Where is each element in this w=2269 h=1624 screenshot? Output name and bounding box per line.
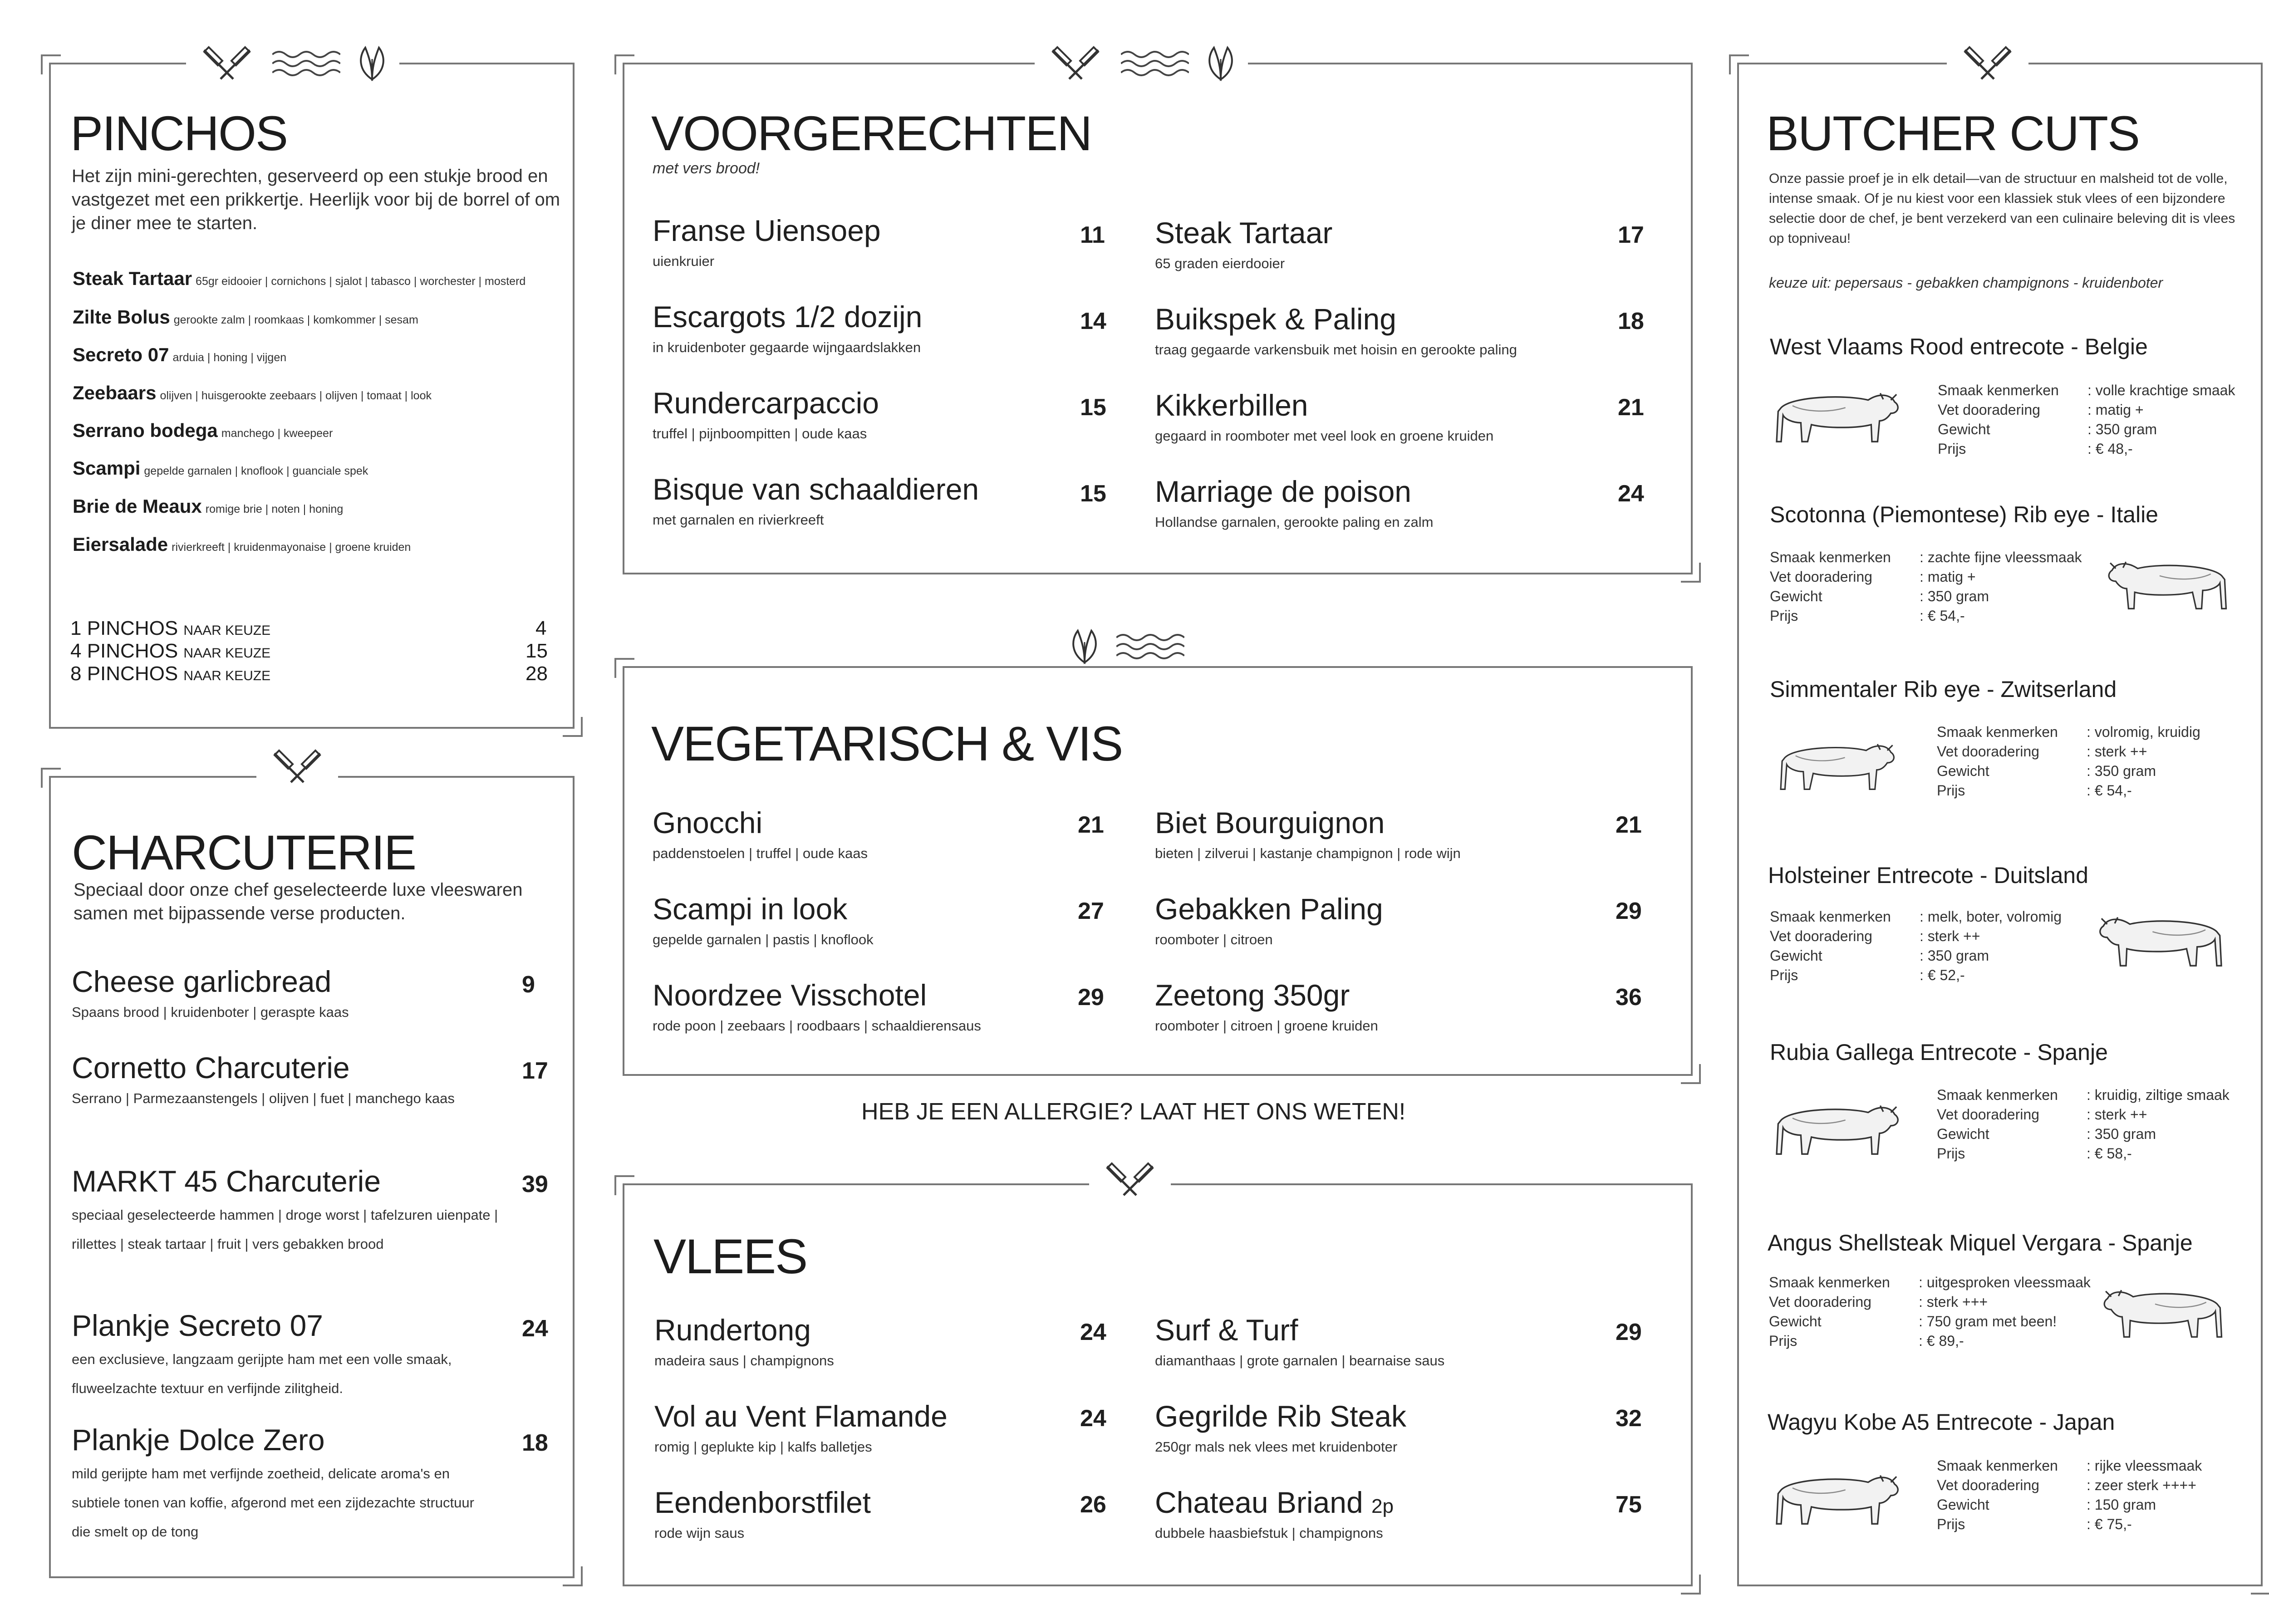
vegetarisch-price: 29 [1078, 984, 1104, 1011]
vlees-title: VLEES [653, 1229, 807, 1284]
pinchos-item: Secreto 07 arduia | honing | vijgen [73, 344, 287, 365]
voorgerechten-title: VOORGERECHTEN [651, 106, 1092, 161]
voorgerecht-item: Escargots 1/2 dozijn in kruidenboter gegaarde wijngaardslakken [653, 300, 923, 355]
cut-specs: Smaak kenmerken : volle krachtige smaak Vet dooradering : matig + Gewicht : 350 gram Prijs : € 48,- [1938, 382, 2235, 457]
butcher-ornament [1947, 45, 2028, 82]
voorgerecht-price: 15 [1080, 394, 1106, 421]
vegetarisch-price: 21 [1078, 812, 1104, 838]
cow-icon [1770, 1452, 1906, 1543]
cow-icon [1770, 377, 1906, 454]
cow-icon [2092, 896, 2228, 982]
pinchos-item: Zeebaars olijven | huisgerookte zeebaars | olijven | tomaat | look [73, 382, 432, 403]
voorgerecht-item: Rundercarpaccio truffel | pijnboompitten | oude kaas [653, 386, 879, 442]
cut-title: Scotonna (Piemontese) Rib eye - Italie [1770, 502, 2158, 527]
leaf-icon [1203, 45, 1239, 82]
cut-specs: Smaak kenmerken : rijke vleessmaak Vet dooradering : zeer sterk ++++ Gewicht : 150 gram Prijs : € 75,- [1937, 1457, 2202, 1532]
vegetarisch-item: Gnocchi paddenstoelen | truffel | oude kaas [653, 806, 868, 861]
charcuterie-item: MARKT 45 Charcuterie speciaal geselecteerde hammen | droge worst | tafelzuren uienpate | rillettes | steak tartaar | fruit | vers gebakken brood [72, 1164, 498, 1252]
cleavers-icon [265, 749, 329, 785]
charcuterie-price: 24 [522, 1315, 548, 1342]
voorgerechten-subtitle: met vers brood! [653, 160, 760, 177]
cow-icon [1770, 1082, 1906, 1173]
waves-icon [272, 48, 340, 79]
pinchos-tier: 1 PINCHOS NAAR KEUZE [70, 617, 271, 639]
vegetarisch-item: Biet Bourguignon bieten | zilverui | kastanje champignon | rode wijn [1155, 806, 1461, 861]
cut-title: Rubia Gallega Entrecote - Spanje [1770, 1040, 2108, 1065]
voorgerecht-item: Kikkerbillen gegaard in roomboter met veel look en groene kruiden [1155, 388, 1494, 444]
vlees-item: Chateau Briand 2p dubbele haasbiefstuk | champignons [1155, 1486, 1394, 1541]
vegetarisch-item: Scampi in look gepelde garnalen | pastis | knoflook [653, 892, 874, 947]
butcher-intro: Onze passie proef je in elk detail—van de structuur en malsheid tot de volle, intense smaak. Of je nu kiest voor een klassiek stuk vlees of een bijzondere selectie door de chef, je bent verzekerd van een culinaire beleving dit is vlees op topniveau! [1769, 171, 2235, 246]
vlees-item: Eendenborstfilet rode wijn saus [654, 1486, 871, 1541]
voorgerecht-price: 17 [1618, 222, 1644, 248]
voorgerecht-price: 21 [1618, 394, 1644, 421]
pinchos-tier-price: 15 [526, 640, 548, 662]
cow-icon [1774, 717, 1901, 812]
voorgerecht-price: 24 [1618, 481, 1644, 507]
charcuterie-item: Plankje Dolce Zero mild gerijpte ham met verfijnde zoetheid, delicate aroma's en subtiele tonen van koffie, afgerond met een zijdezachte structuur die smelt op de tong [72, 1423, 474, 1540]
pinchos-tier: 8 PINCHOS NAAR KEUZE [70, 662, 271, 685]
butcher-choice: keuze uit: pepersaus - gebakken champignons - kruidenboter [1769, 275, 2163, 291]
charcuterie-price: 18 [522, 1430, 548, 1456]
vegetarisch-price: 21 [1616, 812, 1642, 838]
waves-icon [1121, 48, 1189, 79]
cow-icon [2101, 535, 2233, 631]
vegetarisch-price: 36 [1616, 984, 1642, 1011]
vegetarisch-item: Noordzee Visschotel rode poon | zeebaars | roodbaars | schaaldierensaus [653, 978, 981, 1034]
voorgerecht-price: 14 [1080, 308, 1106, 334]
vegetarisch-item: Zeetong 350gr roomboter | citroen | groene kruiden [1155, 978, 1378, 1034]
charcuterie-price: 39 [522, 1171, 548, 1197]
pinchos-item: Brie de Meaux romige brie | noten | honing [73, 496, 344, 517]
charcuterie-intro: Speciaal door onze chef geselecteerde luxe vleeswaren samen met bijpassende verse producten. [74, 880, 523, 923]
vegetarisch-price: 29 [1616, 898, 1642, 924]
vegetarisch-item: Gebakken Paling roomboter | citroen [1155, 892, 1383, 947]
vlees-price: 24 [1080, 1319, 1106, 1345]
leaf-icon [354, 45, 390, 82]
cut-title: West Vlaams Rood entrecote - Belgie [1770, 334, 2148, 359]
charcuterie-item: Plankje Secreto 07 een exclusieve, langzaam gerijpte ham met een volle smaak, fluweelzachte textuur en verfijnde zilitgheid. [72, 1309, 452, 1396]
pinchos-item: Zilte Bolus gerookte zalm | roomkaas | komkommer | sesam [73, 306, 418, 328]
vlees-item: Surf & Turf diamanthaas | grote garnalen | bearnaise saus [1155, 1313, 1445, 1369]
voorgerecht-price: 15 [1080, 481, 1106, 507]
pinchos-ornament [186, 45, 399, 82]
vlees-price: 32 [1616, 1405, 1642, 1432]
vegetarisch-price: 27 [1078, 898, 1104, 924]
cow-icon [2097, 1266, 2228, 1357]
cut-specs: Smaak kenmerken : volromig, kruidig Vet dooradering : sterk ++ Gewicht : 350 gram Prijs : € 54,- [1937, 724, 2200, 799]
cleavers-icon [195, 45, 259, 82]
cut-title: Angus Shellsteak Miquel Vergara - Spanje [1768, 1230, 2193, 1256]
cleavers-icon [1956, 45, 2019, 82]
pinchos-item: Serrano bodega manchego | kweepeer [73, 420, 333, 441]
vegetarisch-ornament [1057, 628, 1193, 665]
pinchos-tier-price: 28 [526, 662, 548, 685]
voorgerecht-item: Marriage de poison Hollandse garnalen, gerookte paling en zalm [1155, 475, 1434, 530]
leaf-icon [1066, 628, 1103, 665]
cleavers-icon [1044, 45, 1107, 82]
pinchos-title: PINCHOS [70, 106, 288, 161]
voorgerecht-item: Steak Tartaar 65 graden eierdooier [1155, 216, 1333, 271]
cleavers-icon [1098, 1162, 1162, 1198]
pinchos-tier-price: 4 [535, 617, 547, 639]
vlees-price: 29 [1616, 1319, 1642, 1345]
butcher-title: BUTCHER CUTS [1766, 106, 2140, 161]
charcuterie-price: 17 [522, 1058, 548, 1084]
vlees-item: Gegrilde Rib Steak 250gr mals nek vlees met kruidenboter [1155, 1399, 1406, 1455]
charcuterie-ornament [256, 749, 338, 785]
vlees-price: 26 [1080, 1492, 1106, 1518]
vlees-price: 24 [1080, 1405, 1106, 1432]
voorgerecht-item: Buikspek & Paling traag gegaarde varkensbuik met hoisin en gerookte paling [1155, 302, 1517, 358]
vlees-price: 75 [1616, 1492, 1642, 1518]
cut-title: Holsteiner Entrecote - Duitsland [1768, 863, 2088, 888]
pinchos-intro: Het zijn mini-gerechten, geserveerd op een stukje brood en vastgezet met een prikkertje. Heerlijk voor bij de borrel of om je diner mee te starten. [72, 166, 560, 233]
cut-title: Simmentaler Rib eye - Zwitserland [1770, 677, 2117, 702]
voorgerecht-item: Franse Uiensoep uienkruier [653, 214, 881, 269]
pinchos-item: Eiersalade rivierkreeft | kruidenmayonaise | groene kruiden [73, 534, 411, 555]
charcuterie-price: 9 [522, 971, 535, 998]
charcuterie-item: Cornetto Charcuterie Serrano | Parmezaanstengels | olijven | fuet | manchego kaas [72, 1051, 455, 1106]
vlees-item: Vol au Vent Flamande romig | geplukte kip | kalfs balletjes [654, 1399, 948, 1455]
charcuterie-title: CHARCUTERIE [72, 825, 416, 880]
voorgerecht-price: 18 [1618, 308, 1644, 334]
vlees-ornament [1089, 1162, 1171, 1198]
pinchos-item: Scampi gepelde garnalen | knoflook | guanciale spek [73, 457, 368, 479]
vegetarisch-title: VEGETARISCH & VIS [651, 716, 1123, 771]
waves-icon [1116, 631, 1184, 662]
cut-specs: Smaak kenmerken : melk, boter, volromig Vet dooradering : sterk ++ Gewicht : 350 gram Prijs : € 52,- [1770, 908, 2062, 983]
cut-specs: Smaak kenmerken : kruidig, ziltige smaak Vet dooradering : sterk ++ Gewicht : 350 gram Prijs : € 58,- [1937, 1087, 2230, 1162]
cut-specs: Smaak kenmerken : zachte fijne vleessmaak Vet dooradering : matig + Gewicht : 350 gram Prijs : € 54,- [1770, 549, 2082, 624]
allergy-notice: HEB JE EEN ALLERGIE? LAAT HET ONS WETEN! [861, 1099, 1406, 1125]
charcuterie-item: Cheese garlicbread Spaans brood | kruidenboter | geraspte kaas [72, 965, 349, 1020]
voorgerecht-price: 11 [1080, 222, 1105, 248]
cut-title: Wagyu Kobe A5 Entrecote - Japan [1768, 1409, 2115, 1435]
pinchos-tier: 4 PINCHOS NAAR KEUZE [70, 640, 271, 662]
vlees-item: Rundertong madeira saus | champignons [654, 1313, 834, 1369]
voorgerechten-ornament [1035, 45, 1248, 82]
voorgerecht-item: Bisque van schaaldieren met garnalen en rivierkreeft [653, 472, 979, 528]
pinchos-item: Steak Tartaar 65gr eidooier | cornichons | sjalot | tabasco | worchester | mosterd [73, 268, 526, 289]
cut-specs: Smaak kenmerken : uitgesproken vleessmaak Vet dooradering : sterk +++ Gewicht : 750 gram met been! Prijs : € 89,- [1769, 1274, 2091, 1349]
